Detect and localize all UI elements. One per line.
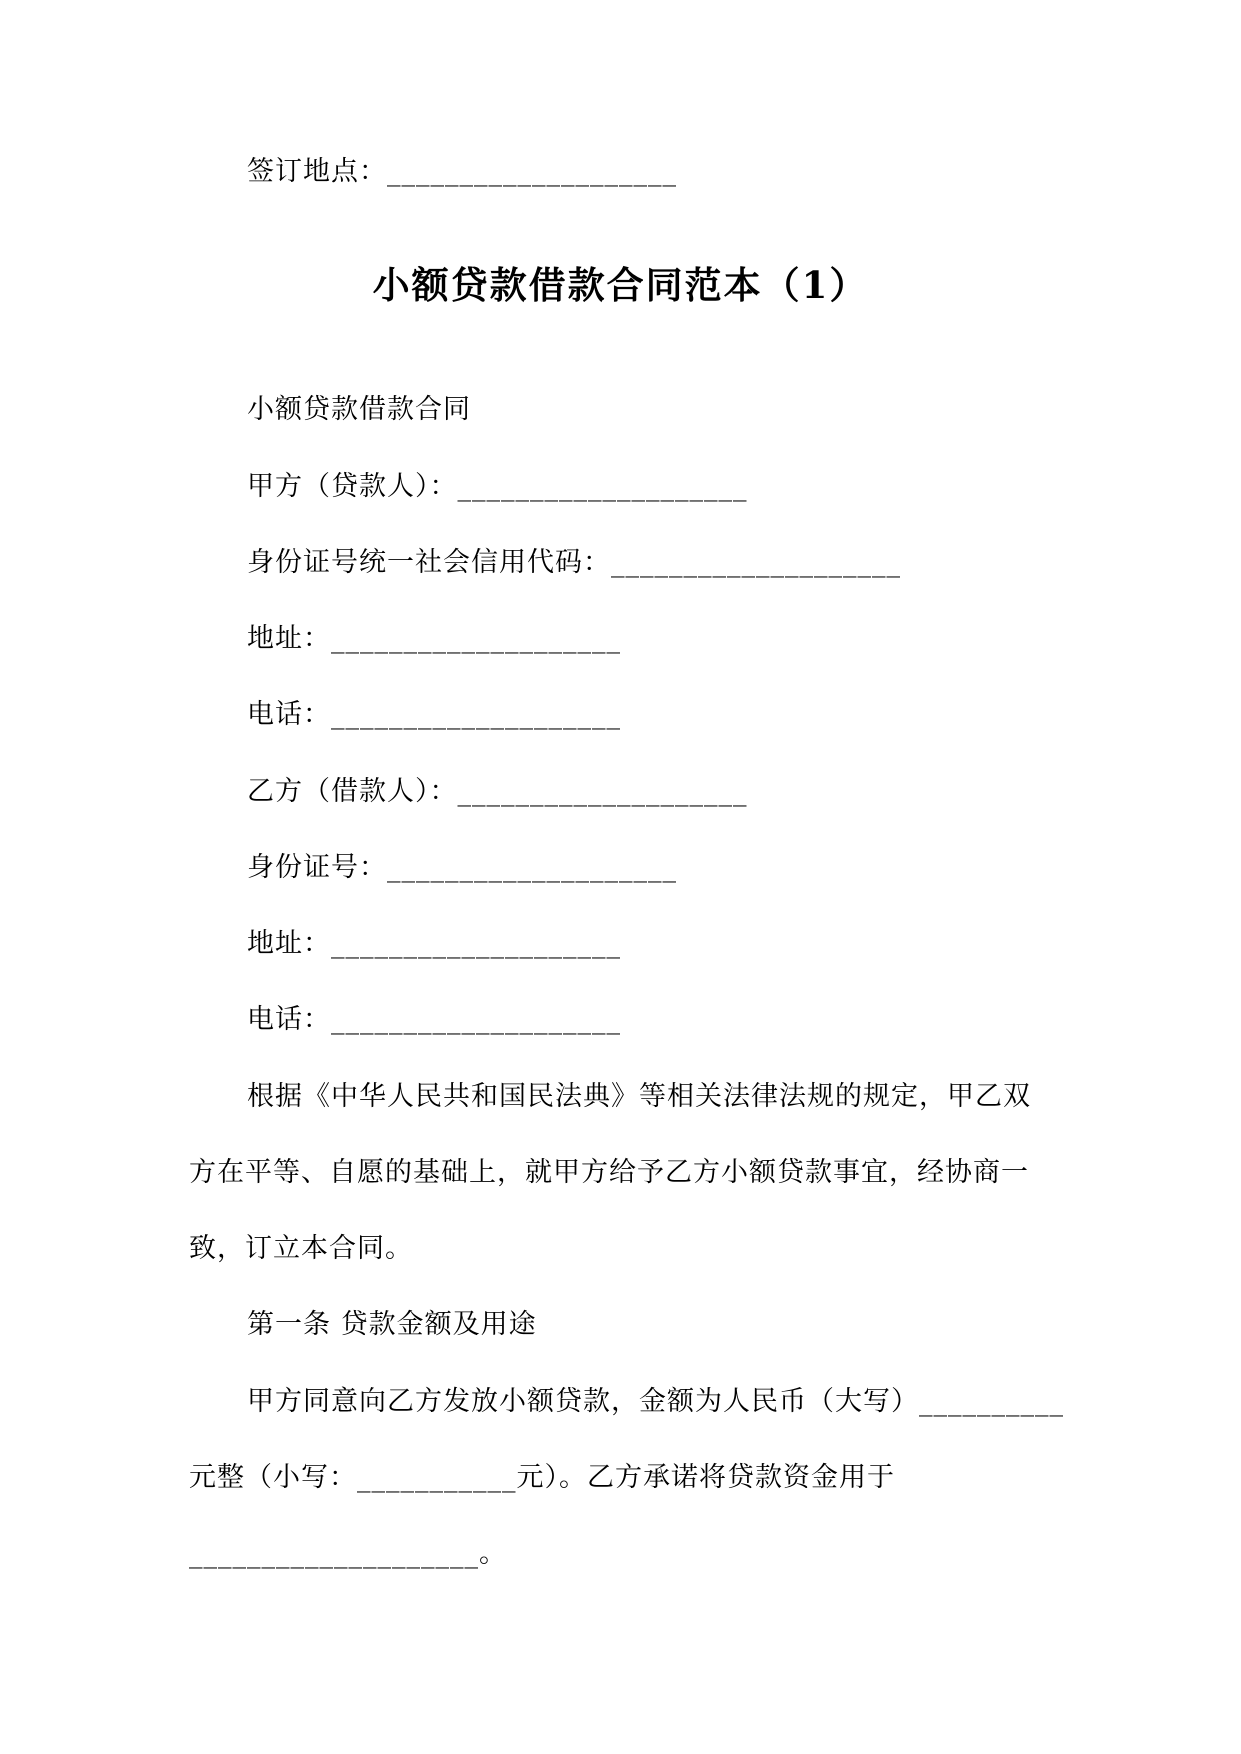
article-1-line: 甲方同意向乙方发放小额贷款，金额为人民币（大写）__________ bbox=[247, 1386, 1064, 1417]
page-title: 小额贷款借款合同范本（1） bbox=[372, 263, 869, 307]
party-b-id-field: 身份证号：____________________ bbox=[247, 852, 677, 883]
preamble-line: 方在平等、自愿的基础上，就甲方给予乙方小额贷款事宜，经协商一 bbox=[189, 1157, 1029, 1188]
party-a-id-field: 身份证号统一社会信用代码：____________________ bbox=[247, 547, 901, 578]
preamble-line: 致，订立本合同。 bbox=[189, 1233, 413, 1264]
article-1-line: ____________________。 bbox=[189, 1538, 507, 1569]
article-1-line: 元整（小写：___________元）。乙方承诺将贷款资金用于 bbox=[189, 1462, 895, 1493]
party-b-phone-field: 电话：____________________ bbox=[247, 1004, 621, 1035]
signing-place-field: 签订地点：____________________ bbox=[247, 156, 677, 187]
party-b-name-field: 乙方（借款人）：____________________ bbox=[247, 776, 748, 807]
party-a-address-field: 地址：____________________ bbox=[247, 623, 621, 654]
party-a-name-field: 甲方（贷款人）：____________________ bbox=[247, 471, 748, 502]
article-1-heading: 第一条 贷款金额及用途 bbox=[247, 1309, 537, 1340]
party-a-phone-field: 电话：____________________ bbox=[247, 699, 621, 730]
party-b-address-field: 地址：____________________ bbox=[247, 928, 621, 959]
contract-subtitle: 小额贷款借款合同 bbox=[247, 394, 471, 425]
preamble-line: 根据《中华人民共和国民法典》等相关法律法规的规定，甲乙双 bbox=[247, 1081, 1031, 1112]
